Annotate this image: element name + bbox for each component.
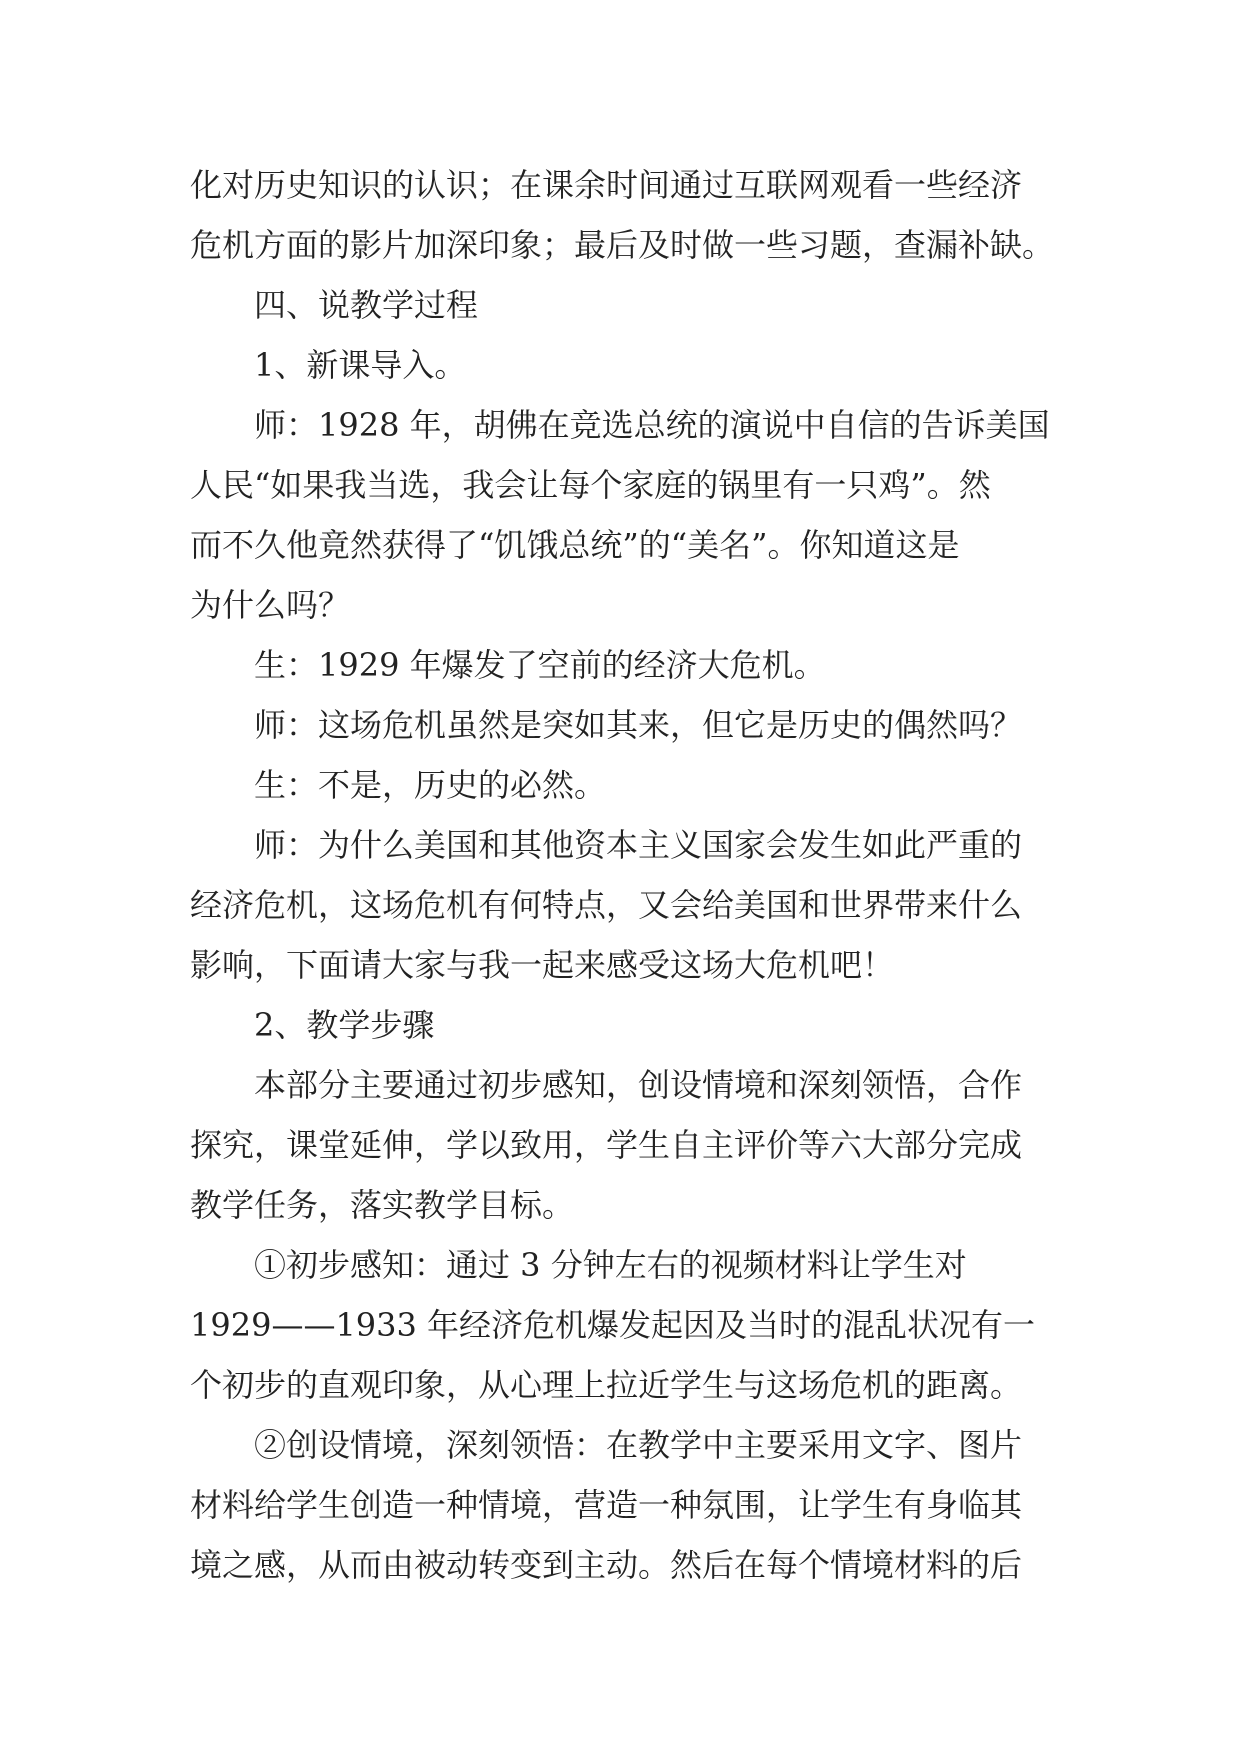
dialogue-line: 经济危机，这场危机有何特点，又会给美国和世界带来什么 bbox=[190, 886, 1023, 924]
dialogue-line: 师：这场危机虽然是突如其来，但它是历史的偶然吗？ bbox=[254, 706, 1023, 744]
paragraph-line: 本部分主要通过初步感知，创设情境和深刻领悟，合作 bbox=[254, 1066, 1023, 1104]
dialogue-line: 而不久他竟然获得了“饥饿总统”的“美名”。你知道这是 bbox=[190, 526, 960, 564]
dialogue-line: 影响，下面请大家与我一起来感受这场大危机吧！ bbox=[190, 946, 895, 984]
paragraph-line: ①初步感知：通过 3 分钟左右的视频材料让学生对 bbox=[254, 1246, 967, 1284]
paragraph-line: 境之感，从而由被动转变到主动。然后在每个情境材料的后 bbox=[190, 1546, 1023, 1584]
paragraph-line: 材料给学生创造一种情境，营造一种氛围，让学生有身临其 bbox=[190, 1486, 1023, 1524]
subsection-heading: 1、新课导入。 bbox=[254, 346, 467, 384]
paragraph-line: 1929——1933 年经济危机爆发起因及当时的混乱状况有一 bbox=[190, 1306, 1036, 1344]
paragraph-line: ②创设情境，深刻领悟：在教学中主要采用文字、图片 bbox=[254, 1426, 1023, 1464]
dialogue-line: 为什么吗？ bbox=[190, 586, 351, 624]
paragraph-line: 教学任务，落实教学目标。 bbox=[190, 1186, 575, 1224]
dialogue-line: 生：1929 年爆发了空前的经济大危机。 bbox=[254, 646, 826, 684]
paragraph-line: 个初步的直观印象，从心理上拉近学生与这场危机的距离。 bbox=[190, 1366, 1023, 1404]
subsection-heading: 2、教学步骤 bbox=[254, 1006, 435, 1044]
section-heading: 四、说教学过程 bbox=[254, 286, 479, 324]
paragraph-line: 化对历史知识的认识；在课余时间通过互联网观看一些经济 bbox=[190, 166, 1023, 204]
dialogue-line: 师：1928 年，胡佛在竞选总统的演说中自信的告诉美国 bbox=[254, 406, 1050, 444]
paragraph-line: 危机方面的影片加深印象；最后及时做一些习题，查漏补缺。 bbox=[190, 226, 1055, 264]
dialogue-line: 人民“如果我当选，我会让每个家庭的锅里有一只鸡”。然 bbox=[190, 466, 991, 504]
paragraph-line: 探究，课堂延伸，学以致用，学生自主评价等六大部分完成 bbox=[190, 1126, 1023, 1164]
dialogue-line: 师：为什么美国和其他资本主义国家会发生如此严重的 bbox=[254, 826, 1023, 864]
dialogue-line: 生：不是，历史的必然。 bbox=[254, 766, 607, 804]
